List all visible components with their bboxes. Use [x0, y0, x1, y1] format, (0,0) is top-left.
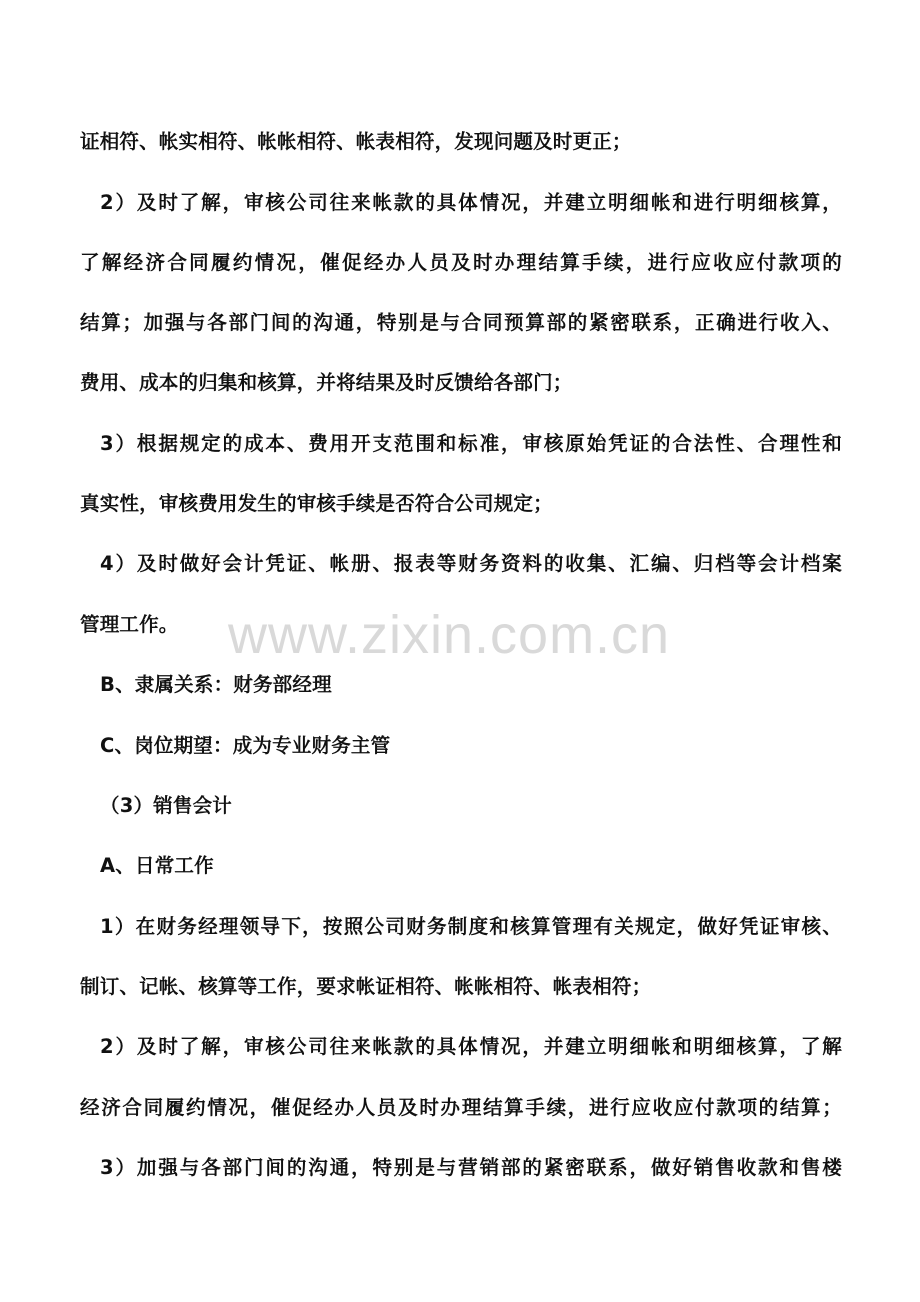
paragraph-line: 制订、记帐、核算等工作，要求帐证相符、帐帐相符、帐表相符；	[80, 975, 652, 998]
paragraph-line: 了解经济合同履约情况，催促经办人员及时办理结算手续，进行应收应付款项的	[80, 251, 842, 274]
section-line: B、隶属关系：财务部经理	[100, 673, 332, 696]
section-line: C、岗位期望：成为专业财务主管	[100, 734, 391, 757]
paragraph-line: 2）及时了解，审核公司往来帐款的具体情况，并建立明细帐和进行明细核算，	[100, 191, 842, 214]
paragraph-line: 证相符、帐实相符、帐帐相符、帐表相符，发现问题及时更正；	[80, 130, 632, 153]
paragraph-line: 2）及时了解，审核公司往来帐款的具体情况，并建立明细帐和明细核算，了解	[100, 1035, 842, 1058]
paragraph-line: 3）根据规定的成本、费用开支范围和标准，审核原始凭证的合法性、合理性和	[100, 432, 842, 455]
paragraph-line: 4）及时做好会计凭证、帐册、报表等财务资料的收集、汇编、归档等会计档案	[100, 552, 842, 575]
paragraph-line: 管理工作。	[80, 613, 179, 636]
paragraph-line: 结算；加强与各部门间的沟通，特别是与合同预算部的紧密联系，正确进行收入、	[80, 311, 842, 334]
paragraph-line: 费用、成本的归集和核算，并将结果及时反馈给各部门；	[80, 371, 573, 394]
watermark-text: www.zixin.com.cn	[228, 605, 671, 665]
paragraph-line: 3）加强与各部门间的沟通，特别是与营销部的紧密联系，做好销售收款和售楼	[100, 1156, 842, 1179]
paragraph-line: 真实性，审核费用发生的审核手续是否符合公司规定；	[80, 492, 553, 515]
section-line: A、日常工作	[100, 854, 214, 877]
section-heading: （3）销售会计	[100, 794, 232, 817]
paragraph-line: 经济合同履约情况，催促经办人员及时办理结算手续，进行应收应付款项的结算；	[80, 1096, 842, 1119]
paragraph-line: 1）在财务经理领导下，按照公司财务制度和核算管理有关规定，做好凭证审核、	[100, 915, 842, 938]
